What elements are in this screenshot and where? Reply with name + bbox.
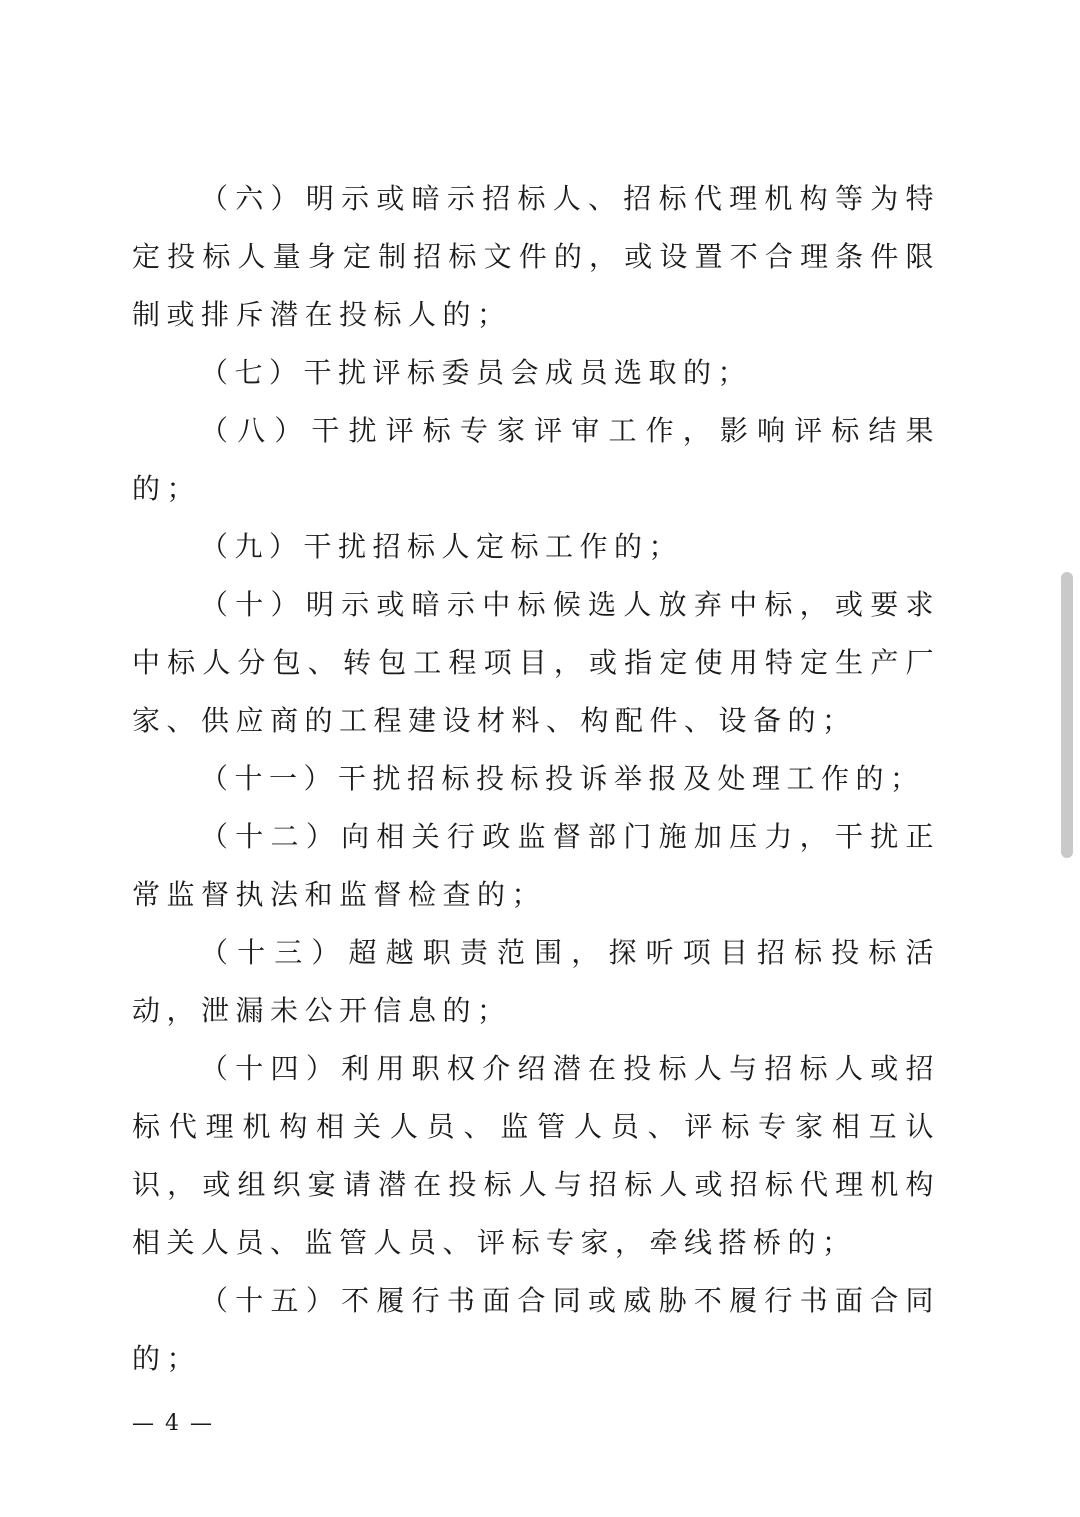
paragraph-item-7: （七）干扰评标委员会成员选取的；: [200, 356, 753, 389]
paragraph-item-14: （十四）利用职权介绍潜在投标人与招标人或招标代理机构相关人员、监管人员、评标专家相互认识，或组织宴请潜在投标人与招标人或招标代理机构相关人员、监管人员、评标专家，牵线搭桥的；: [132, 1052, 940, 1259]
page-number: — 4 —: [132, 1411, 214, 1436]
paragraph-item-6: （六）明示或暗示招标人、招标代理机构等为特定投标人量身定制招标文件的，或设置不合理条件限制或排斥潜在投标人的；: [132, 182, 940, 331]
scrollbar-thumb[interactable]: [1061, 572, 1073, 858]
paragraph-item-13: （十三）超越职责范围，探听项目招标投标活动，泄漏未公开信息的；: [132, 936, 940, 1027]
paragraph-item-8: （八）干扰评标专家评审工作，影响评标结果的；: [132, 414, 940, 505]
vertical-scrollbar[interactable]: [1058, 0, 1080, 1517]
paragraph-item-11: （十一）干扰招标投标投诉举报及处理工作的；: [200, 762, 925, 795]
paragraph-item-15: （十五）不履行书面合同或威胁不履行书面合同的；: [132, 1284, 940, 1375]
paragraph-item-10: （十）明示或暗示中标候选人放弃中标，或要求中标人分包、转包工程项目，或指定使用特定生产厂家、供应商的工程建设材料、构配件、设备的；: [132, 588, 940, 737]
paragraph-item-12: （十二）向相关行政监督部门施加压力，干扰正常监督执法和监督检查的；: [132, 820, 940, 911]
document-body: [132, 170, 940, 1388]
paragraph-item-9: （九）干扰招标人定标工作的；: [200, 530, 684, 563]
